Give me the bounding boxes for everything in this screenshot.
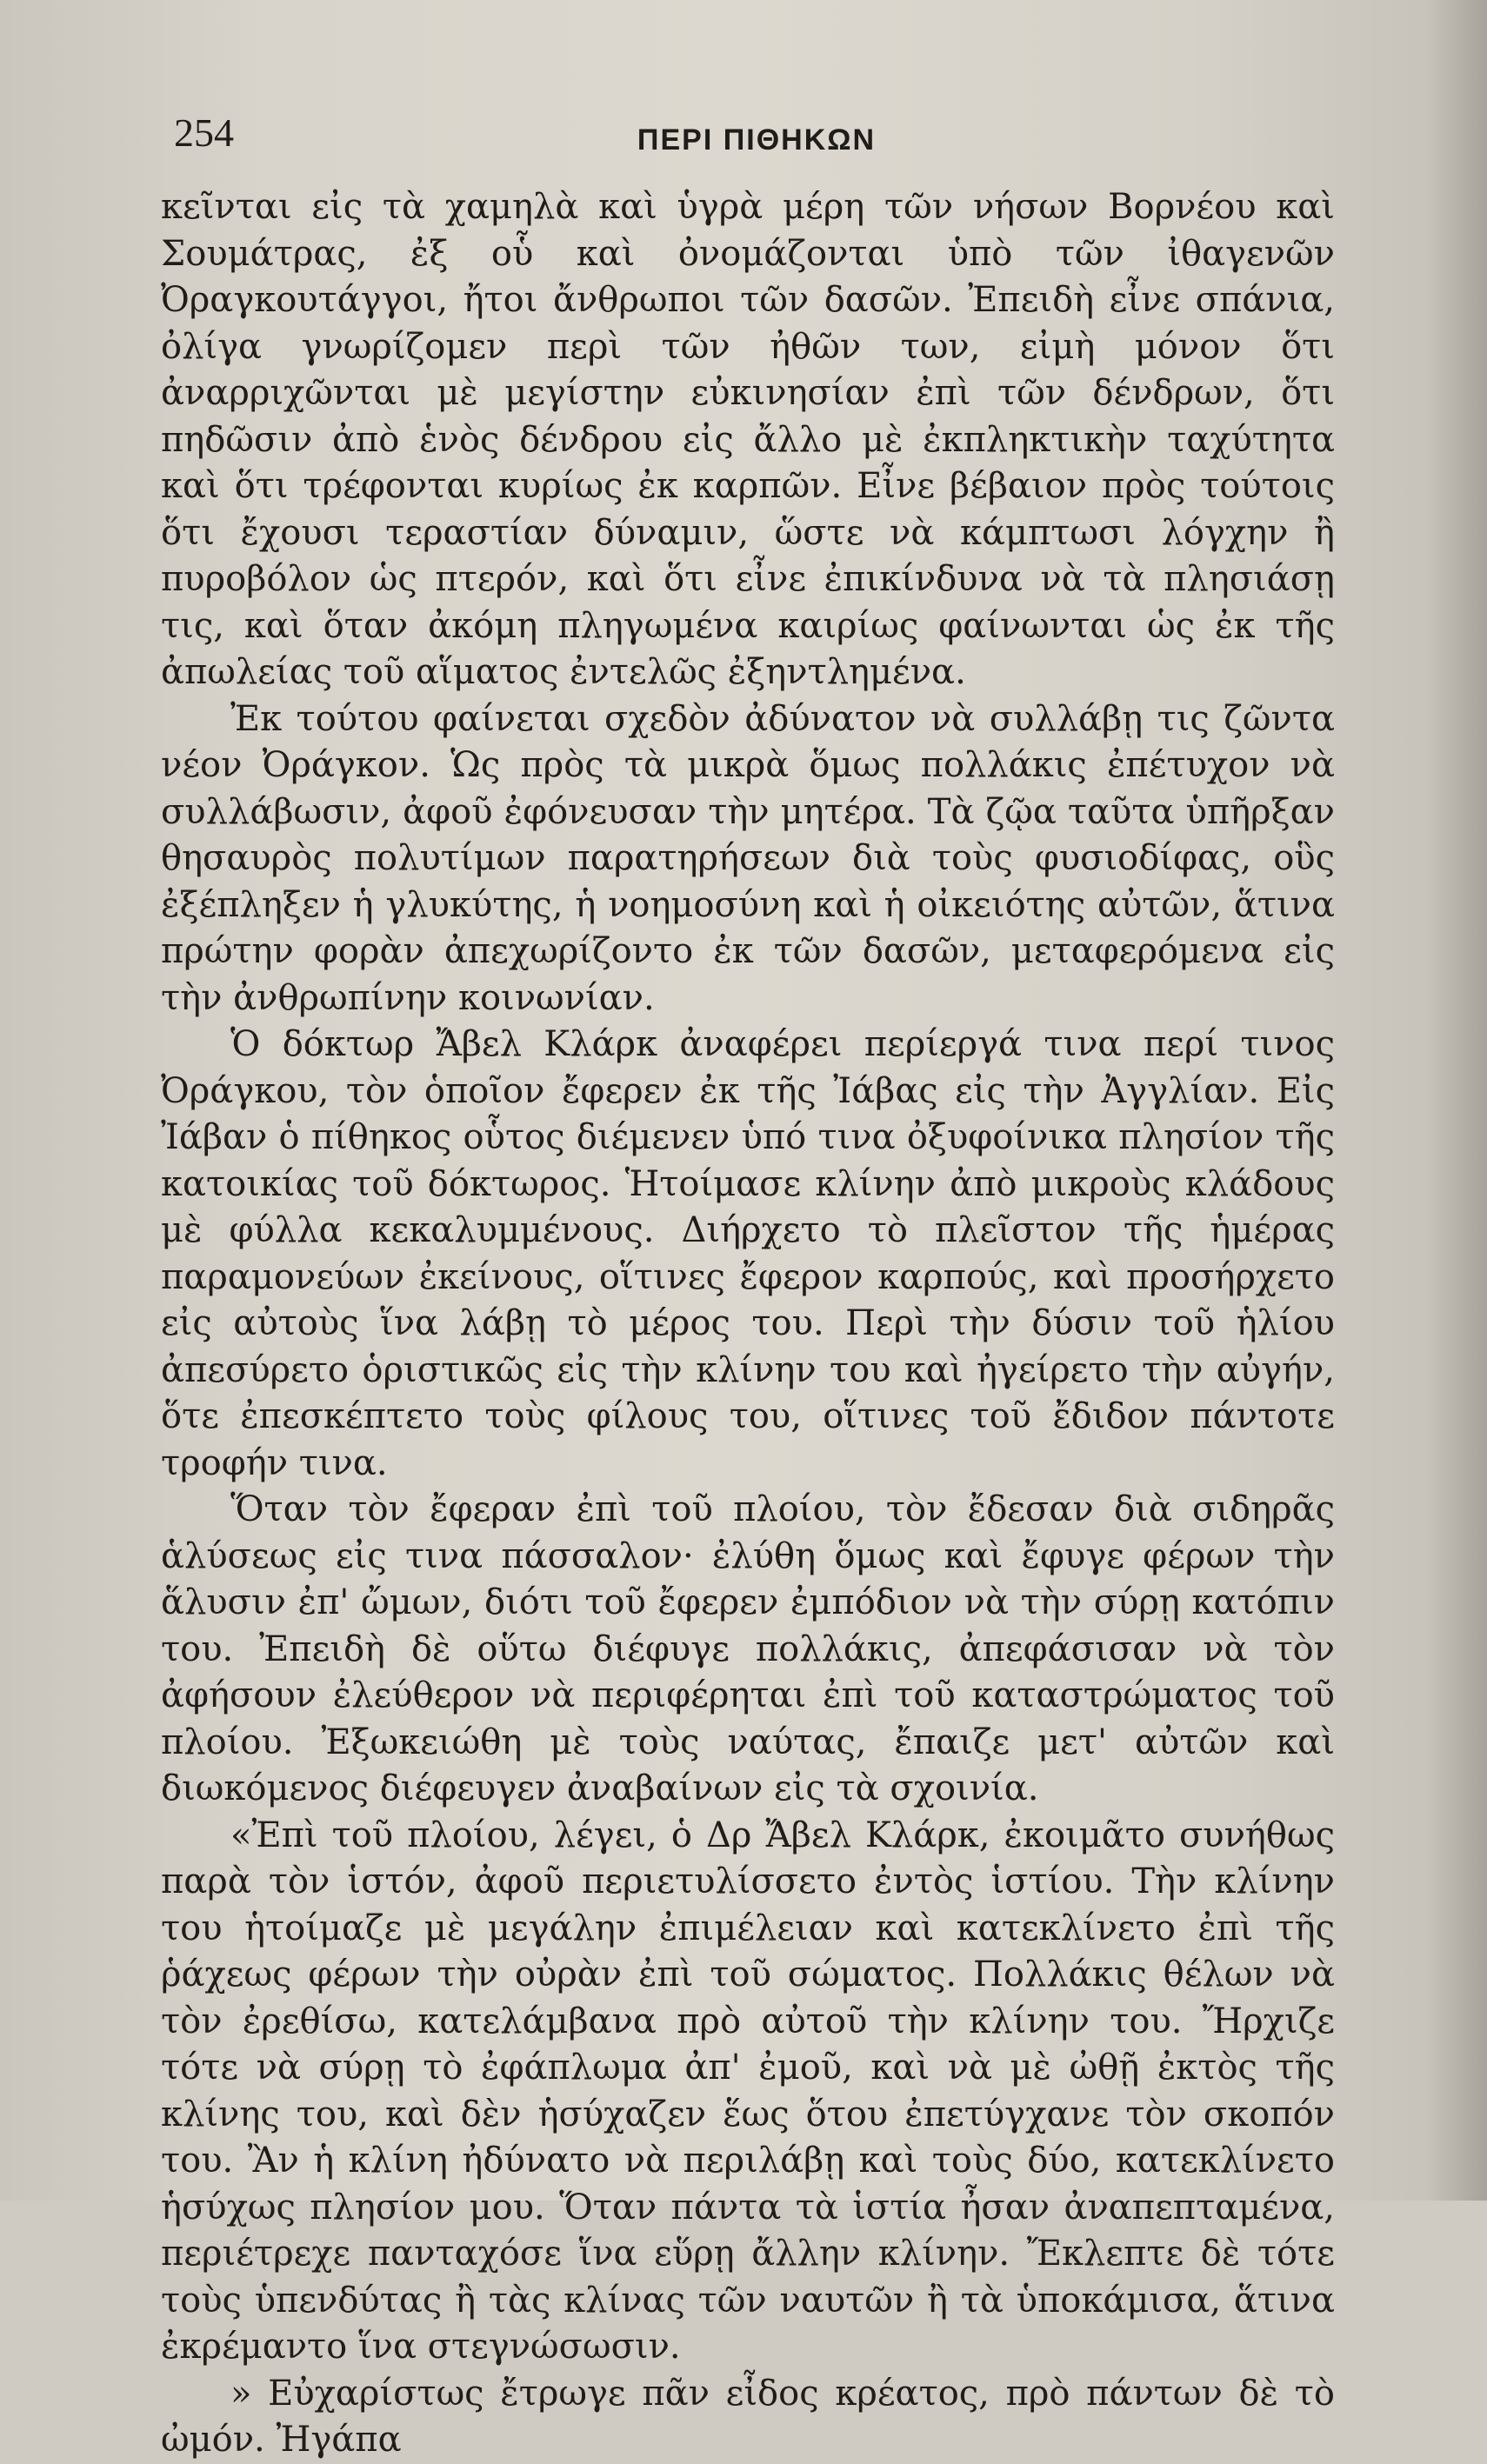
paragraph: Ὁ δόκτωρ Ἄβελ Κλάρκ ἀναφέρει περίεργά τινα περί τινος Ὀράγκου, τὸν ὁποῖον ἔφερεν ἐκ τῆς Ἰάβας εἰς τὴν Ἀγγλίαν. Εἰς Ἰάβαν ὁ πίθηκος οὗτος διέμενεν ὑπό τινα ὀξυφοίνικα πλησίον τῆς κατοικίας τοῦ δόκτωρος. Ἡτοίμασε κλίνην ἀπὸ μικροὺς κλάδους μὲ φύλλα κεκαλυμμένους. Διήρχετο τὸ πλεῖστον τῆς ἡμέρας παραμονεύων ἐκείνους, οἵτινες ἔφερον καρπούς, καὶ προσήρχετο εἰς αὐτοὺς ἵνα λάβῃ τὸ μέρος του. Περὶ τὴν δύσιν τοῦ ἡλίου ἀπεσύρετο ὁριστικῶς εἰς τὴν κλίνην του καὶ ἠγείρετο τὴν αὐγήν, ὅτε ἐπεσκέπτετο τοὺς φίλους του, οἵτινες τοῦ ἔδιδον πάντοτε τροφήν τινα. xyxy=(161,1024,1335,1483)
paragraph: Ἐκ τούτου φαίνεται σχεδὸν ἀδύνατον νὰ συλλάβῃ τις ζῶντα νέον Ὀράγκον. Ὡς πρὸς τὰ μικρὰ ὅμως πολλάκις ἐπέτυχον νὰ συλλάβωσιν, ἀφοῦ ἐφόνευσαν τὴν μητέρα. Τὰ ζῷα ταῦτα ὑπῆρξαν θησαυρὸς πολυτίμων παρατηρήσεων διὰ τοὺς φυσιοδίφας, οὓς ἐξέπληξεν ἡ γλυκύτης, ἡ νοημοσύνη καὶ ἡ οἰκειότης αὐτῶν, ἅτινα πρώτην φορὰν ἀπεχωρίζοντο ἐκ τῶν δασῶν, μεταφερόμενα εἰς τὴν ἀνθρωπίνην κοινωνίαν. xyxy=(161,698,1335,1018)
page-header xyxy=(165,104,1348,174)
paragraph: » Εὐχαρίστως ἔτρωγε πᾶν εἶδος κρέατος, πρὸ πάντων δὲ τὸ ὠμόν. Ἠγάπα xyxy=(161,2373,1335,2460)
running-head: ΠΕΡΙ ΠΙΘΗΚΩΝ xyxy=(637,123,877,156)
paragraph: «Ἐπὶ τοῦ πλοίου, λέγει, ὁ Δρ Ἄβελ Κλάρκ, ἐκοιμᾶτο συνήθως παρὰ τὸν ἱστόν, ἀφοῦ περιετυλίσσετο ἐντὸς ἱστίου. Τὴν κλίνην του ἡτοίμαζε μὲ μεγάλην ἐπιμέλειαν καὶ κατεκλίνετο ἐπὶ τῆς ῥάχεως φέρων τὴν οὐρὰν ἐπὶ τοῦ σώματος. Πολλάκις θέλων νὰ τὸν ἐρεθίσω, κατελάμβανα πρὸ αὐτοῦ τὴν κλίνην του. Ἤρχιζε τότε νὰ σύρῃ τὸ ἐφάπλωμα ἀπ' ἐμοῦ, καὶ νὰ μὲ ὠθῇ ἐκτὸς τῆς κλίνης του, καὶ δὲν ἡσύχαζεν ἕως ὅτου ἐπετύγχανε τὸν σκοπόν του. Ἂν ἡ κλίνη ἠδύνατο νὰ περιλάβῃ καὶ τοὺς δύο, κατεκλίνετο ἡσύχως πλησίον μου. Ὅταν πάντα τὰ ἱστία ἦσαν ἀναπεπταμένα, περιέτρεχε πανταχόσε ἵνα εὕρῃ ἄλλην κλίνην. Ἔκλεπτε δὲ τότε τοὺς ὑπενδύτας ἢ τὰς κλίνας τῶν ναυτῶν ἢ τὰ ὑποκάμισα, ἅτινα ἐκρέμαντο ἵνα στεγνώσωσιν. xyxy=(161,1815,1335,2367)
paragraph: Ὅταν τὸν ἔφεραν ἐπὶ τοῦ πλοίου, τὸν ἔδεσαν διὰ σιδηρᾶς ἁλύσεως εἰς τινα πάσσαλον· ἐλύθη ὅμως καὶ ἔφυγε φέρων τὴν ἅλυσιν ἐπ' ὤμων, διότι τοῦ ἔφερεν ἐμπόδιον νὰ τὴν σύρῃ κατόπιν του. Ἐπειδὴ δὲ οὕτω διέφυγε πολλάκις, ἀπεφάσισαν νὰ τὸν ἀφήσουν ἐλεύθερον νὰ περιφέρηται ἐπὶ τοῦ καταστρώματος τοῦ πλοίου. Ἐξωκειώθη μὲ τοὺς ναύτας, ἔπαιζε μετ' αὐτῶν καὶ διωκόμενος διέφευγεν ἀναβαίνων εἰς τὰ σχοινία. xyxy=(161,1489,1335,1808)
paragraph: κεῖνται εἰς τὰ χαμηλὰ καὶ ὑγρὰ μέρη τῶν νήσων Βορνέου καὶ Σουμάτρας, ἐξ οὗ καὶ ὀνομάζονται ὑπὸ τῶν ἰθαγενῶν Ὀραγκουτάγγοι, ἤτοι ἄνθρωποι τῶν δασῶν. Ἐπειδὴ εἶνε σπάνια, ὀλίγα γνωρίζομεν περὶ τῶν ἠθῶν των, εἰμὴ μόνον ὅτι ἀναρριχῶνται μὲ μεγίστην εὐκινησίαν ἐπὶ τῶν δένδρων, ὅτι πηδῶσιν ἀπὸ ἑνὸς δένδρου εἰς ἄλλο μὲ ἐκπληκτικὴν ταχύτητα καὶ ὅτι τρέφονται κυρίως ἐκ καρπῶν. Εἶνε βέβαιον πρὸς τούτοις ὅτι ἔχουσι τεραστίαν δύναμιν, ὥστε νὰ κάμπτωσι λόγχην ἢ πυροβόλον ὡς πτερόν, καὶ ὅτι εἶνε ἐπικίνδυνα νὰ τὰ πλησιάσῃ τις, καὶ ὅταν ἀκόμη πληγωμένα καιρίως φαίνωνται ὡς ἐκ τῆς ἀπωλείας τοῦ αἵματος ἐντελῶς ἐξηντλημένα. xyxy=(161,187,1335,692)
page-number: 254 xyxy=(174,110,234,155)
page-edge-shadow xyxy=(1426,0,1487,2201)
body-text xyxy=(161,184,1335,2464)
